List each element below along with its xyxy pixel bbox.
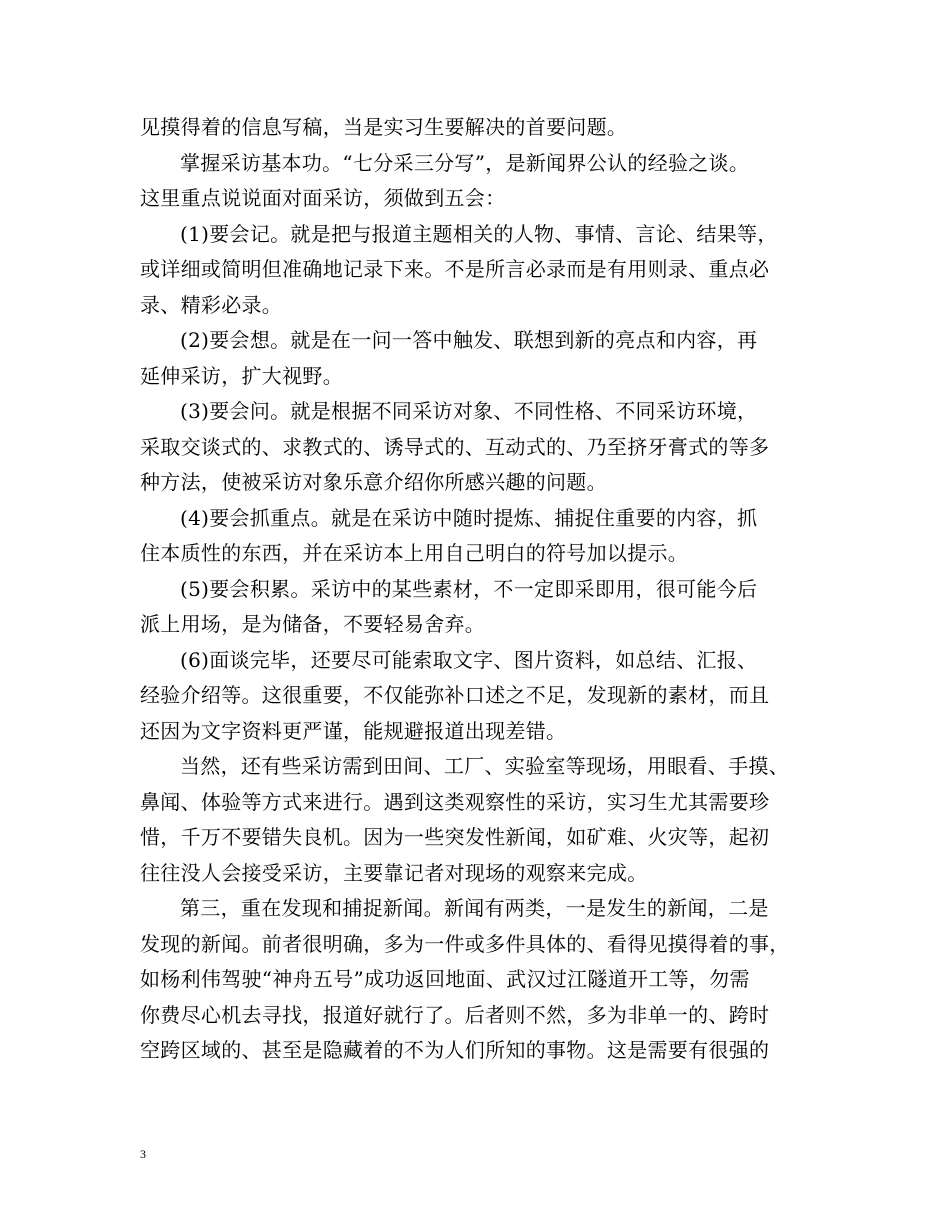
- text-line: 或详细或简明但准确地记录下来。不是所言必录而是有用则录、重点必: [140, 257, 770, 281]
- text-line: 第三，重在发现和捕捉新闻。新闻有两类，一是发生的新闻，二是: [180, 896, 769, 920]
- text-line: (6)面谈完毕，还要尽可能索取文字、图片资料，如总结、汇报、: [180, 647, 758, 672]
- document-body: [140, 110, 820, 1069]
- text-line: (5)要会积累。采访中的某些素材，不一定即采即用，很可能今后: [180, 576, 758, 601]
- text-line: 当然，还有些采访需到田间、工厂、实验室等现场，用眼看、手摸、: [180, 754, 789, 778]
- text-line: 采取交谈式的、求教式的、诱导式的、互动式的、乃至挤牙膏式的等多: [140, 434, 770, 459]
- text-line: 发现的新闻。前者很明确，多为一件或多件具体的、看得见摸得着的事，: [140, 931, 790, 956]
- text-line: (1)要会记。就是把与报道主题相关的人物、事情、言论、结果等，: [180, 221, 778, 246]
- text-line: (2)要会想。就是在一问一答中触发、联想到新的亮点和内容，再: [180, 328, 758, 352]
- paragraph: [140, 323, 820, 394]
- paragraph: [140, 217, 820, 324]
- text-line: (3)要会问。就是根据不同采访对象、不同性格、不同采访环境，: [180, 399, 758, 423]
- text-line: 这里重点说说面对面采访，须做到五会：: [140, 186, 506, 210]
- text-line: 种方法，使被采访对象乐意介绍你所感兴趣的问题。: [140, 470, 607, 494]
- paragraph: [140, 394, 820, 501]
- paragraph: [140, 501, 820, 572]
- paragraph: [140, 749, 820, 891]
- page-number: 3: [140, 1147, 146, 1161]
- text-line: 延伸采访，扩大视野。: [140, 363, 343, 388]
- text-line: 见摸得着的信息写稿，当是实习生要解决的首要问题。: [140, 115, 628, 139]
- text-line: 录、精彩必录。: [140, 292, 283, 317]
- paragraph: [140, 891, 820, 1069]
- text-line: 往往没人会接受采访，主要靠记者对现场的观察来完成。: [140, 860, 648, 885]
- paragraph: [140, 572, 820, 643]
- text-line: 你费尽心机去寻找，报道好就行了。后者则不然，多为非单一的、跨时: [140, 1002, 770, 1027]
- text-line: 如杨利伟驾驶“神舟五号”成功返回地面、武汉过江隧道开工等，勿需: [140, 967, 750, 991]
- paragraph: [140, 146, 820, 217]
- text-line: 掌握采访基本功。“七分采三分写”，是新闻界公认的经验之谈。: [180, 150, 750, 175]
- text-line: 还因为文字资料更严谨，能规避报道出现差错。: [140, 718, 567, 743]
- text-line: 鼻闻、体验等方式来进行。遇到这类观察性的采访，实习生尤其需要珍: [140, 789, 770, 814]
- paragraph: [140, 110, 820, 146]
- paragraph: [140, 643, 820, 750]
- text-line: 惜，千万不要错失良机。因为一些突发性新闻，如矿难、火灾等，起初: [140, 825, 770, 849]
- text-line: 住本质性的东西，并在采访本上用自己明白的符号加以提示。: [140, 541, 689, 565]
- text-line: (4)要会抓重点。就是在采访中随时提炼、捕捉住重要的内容，抓: [180, 505, 758, 530]
- text-line: 空跨区域的、甚至是隐藏着的不为人们所知的事物。这是需要有很强的: [140, 1038, 770, 1062]
- text-line: 经验介绍等。这很重要，不仅能弥补口述之不足，发现新的素材，而且: [140, 683, 770, 707]
- text-line: 派上用场，是为储备，不要轻易舍弃。: [140, 612, 486, 636]
